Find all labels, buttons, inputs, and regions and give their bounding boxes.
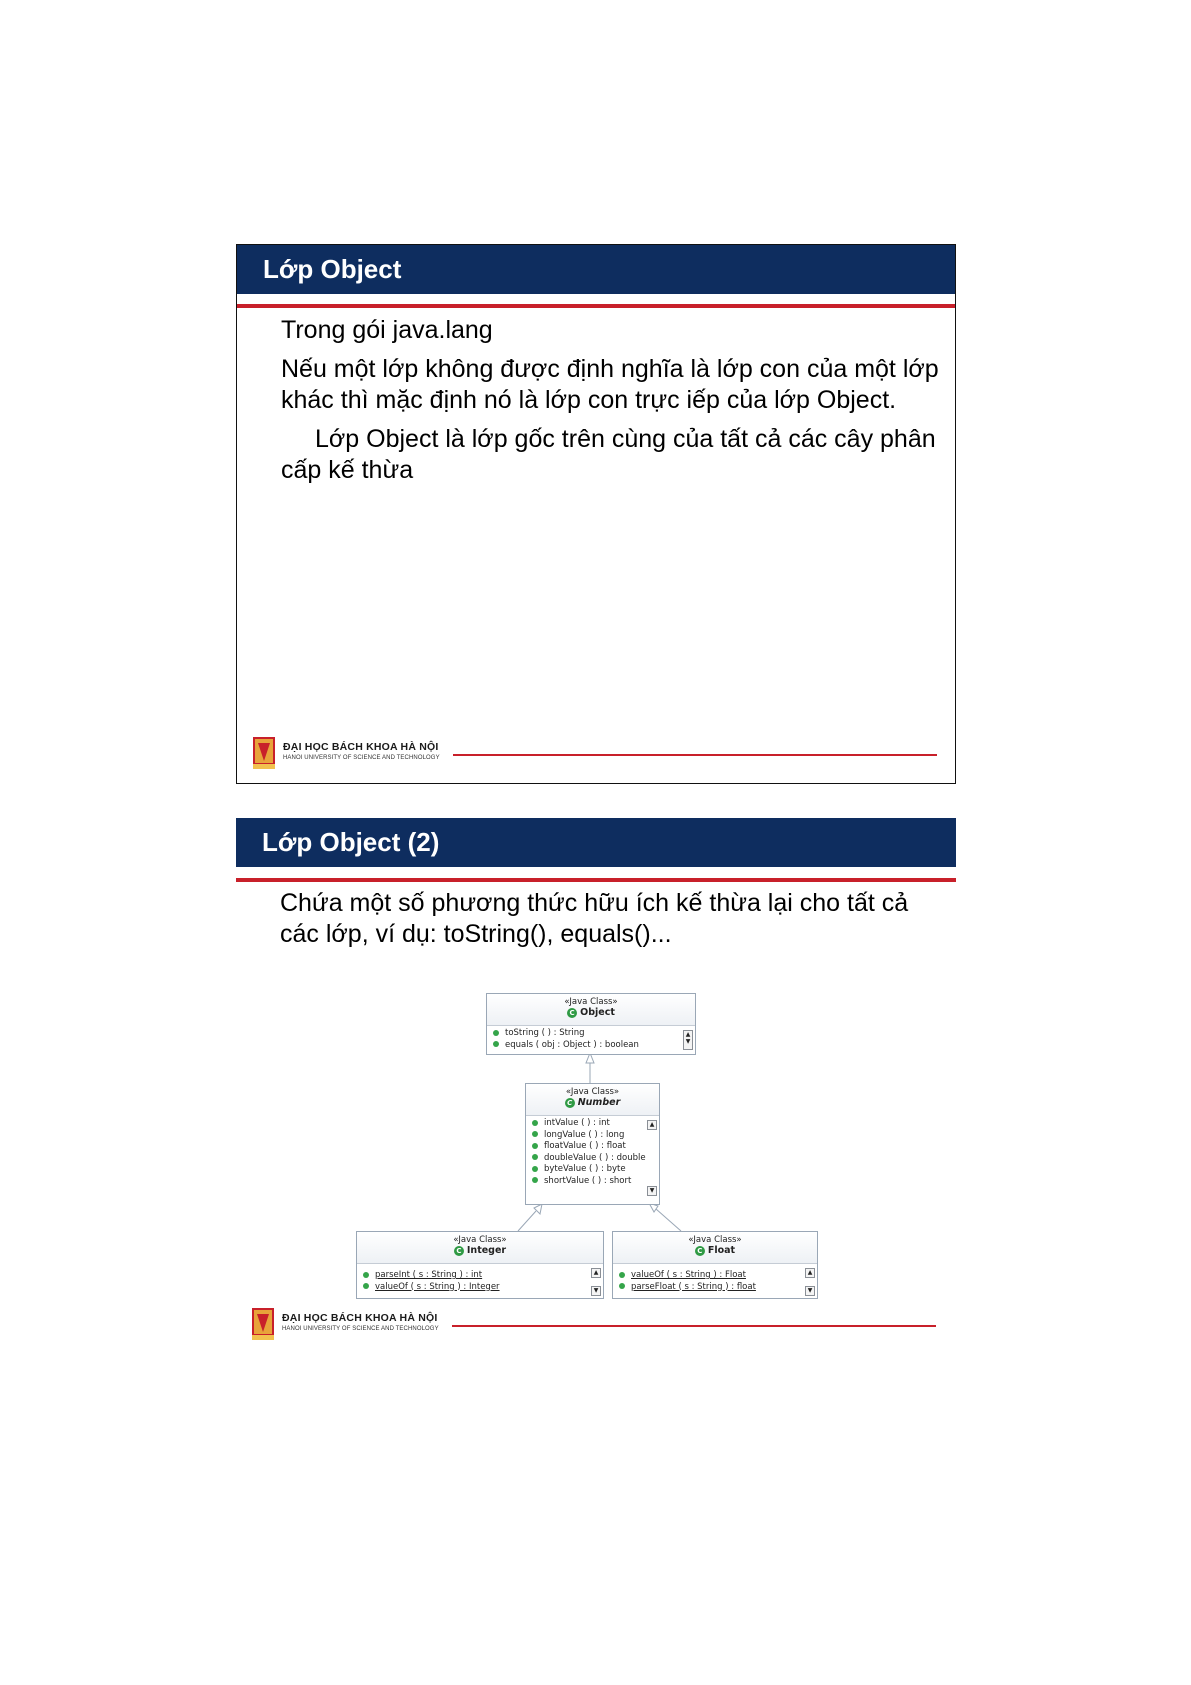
university-logo-icon <box>253 737 275 769</box>
footer-divider <box>452 1325 936 1327</box>
uml-class-diagram <box>356 983 826 1303</box>
class-name-number: Number <box>577 1097 621 1108</box>
method-row: toString ( ) : String <box>493 1028 677 1040</box>
static-method-icon <box>619 1272 625 1278</box>
stereotype-label: «Java Class» <box>688 1235 742 1245</box>
uml-class-float <box>612 1231 818 1299</box>
slide-2 <box>236 818 956 1348</box>
method-row: longValue ( ) : long <box>532 1130 641 1142</box>
scroll-up-button[interactable]: ▲ <box>647 1120 657 1130</box>
slide-2-title: Lớp Object (2) <box>236 818 956 867</box>
method-row: byteValue ( ) : byte <box>532 1164 641 1176</box>
public-method-icon <box>532 1154 538 1160</box>
university-name-en: HANOI UNIVERSITY OF SCIENCE AND TECHNOLOGY <box>282 1326 439 1332</box>
university-name-vi: ĐẠI HỌC BÁCH KHOA HÀ NỘI <box>282 1312 438 1324</box>
slide-2-footer <box>252 1308 942 1342</box>
class-icon: C <box>565 1098 575 1108</box>
slide-1 <box>236 244 956 784</box>
class-icon: C <box>695 1246 705 1256</box>
method-row: parseFloat ( s : String ) : float <box>619 1282 799 1294</box>
public-method-icon <box>532 1131 538 1137</box>
method-row: parseInt ( s : String ) : int <box>363 1270 585 1282</box>
footer-divider <box>453 754 937 756</box>
paragraph-inherited-methods: Chứa một số phương thức hữu ích kế thừa lại cho tất cả các lớp, ví dụ: toString(), equals()... <box>280 889 909 948</box>
public-method-icon <box>493 1030 499 1036</box>
university-logo-icon <box>252 1308 274 1340</box>
title-underline <box>237 304 955 308</box>
method-row: floatValue ( ) : float <box>532 1141 641 1153</box>
slide-1-footer <box>253 737 943 771</box>
compartment-scrollbar[interactable]: ▲ ▼ <box>683 1030 693 1050</box>
method-row: valueOf ( s : String ) : Float <box>619 1270 799 1282</box>
slide-1-title: Lớp Object <box>237 245 955 294</box>
scroll-up-button[interactable]: ▲ <box>591 1268 601 1278</box>
stereotype-label: «Java Class» <box>565 1087 620 1097</box>
method-row: shortValue ( ) : short <box>532 1176 641 1188</box>
method-row: intValue ( ) : int <box>532 1118 641 1130</box>
class-name-float: Float <box>707 1245 736 1256</box>
university-name-vi: ĐẠI HỌC BÁCH KHOA HÀ NỘI <box>283 741 439 753</box>
scroll-up-button[interactable]: ▲ <box>805 1268 815 1278</box>
uml-class-integer <box>356 1231 604 1299</box>
public-method-icon <box>532 1120 538 1126</box>
paragraph-default-parent: Nếu một lớp không được định nghĩa là lớp con của một lớp khác thì mặc định nó là lớp con trực iếp của lớp Object. <box>281 355 939 414</box>
title-underline <box>236 878 956 882</box>
public-method-icon <box>532 1166 538 1172</box>
public-method-icon <box>532 1177 538 1183</box>
stereotype-label: «Java Class» <box>564 997 618 1007</box>
static-method-icon <box>363 1283 369 1289</box>
public-method-icon <box>493 1041 499 1047</box>
static-method-icon <box>619 1283 625 1289</box>
university-name-en: HANOI UNIVERSITY OF SCIENCE AND TECHNOLOGY <box>283 755 440 761</box>
class-name-object: Object <box>580 1007 615 1018</box>
uml-class-object <box>486 993 696 1055</box>
slide-1-body <box>281 315 941 494</box>
class-icon: C <box>454 1246 464 1256</box>
scroll-down-button[interactable]: ▼ <box>805 1286 815 1296</box>
uml-class-number <box>525 1083 660 1205</box>
method-row: doubleValue ( ) : double <box>532 1153 641 1165</box>
class-icon: C <box>567 1008 577 1018</box>
method-row: valueOf ( s : String ) : Integer <box>363 1282 585 1294</box>
scroll-down-button[interactable]: ▼ <box>591 1286 601 1296</box>
public-method-icon <box>532 1143 538 1149</box>
stereotype-label: «Java Class» <box>453 1235 507 1245</box>
slide-2-body <box>280 888 940 958</box>
paragraph-root-class: Lớp Object là lớp gốc trên cùng của tất cả các cây phân cấp kế thừa <box>281 425 936 484</box>
method-row: equals ( obj : Object ) : boolean <box>493 1040 677 1052</box>
static-method-icon <box>363 1272 369 1278</box>
paragraph-package: Trong gói java.lang <box>281 316 493 344</box>
scroll-down-button[interactable]: ▼ <box>647 1186 657 1196</box>
class-name-integer: Integer <box>466 1245 507 1256</box>
